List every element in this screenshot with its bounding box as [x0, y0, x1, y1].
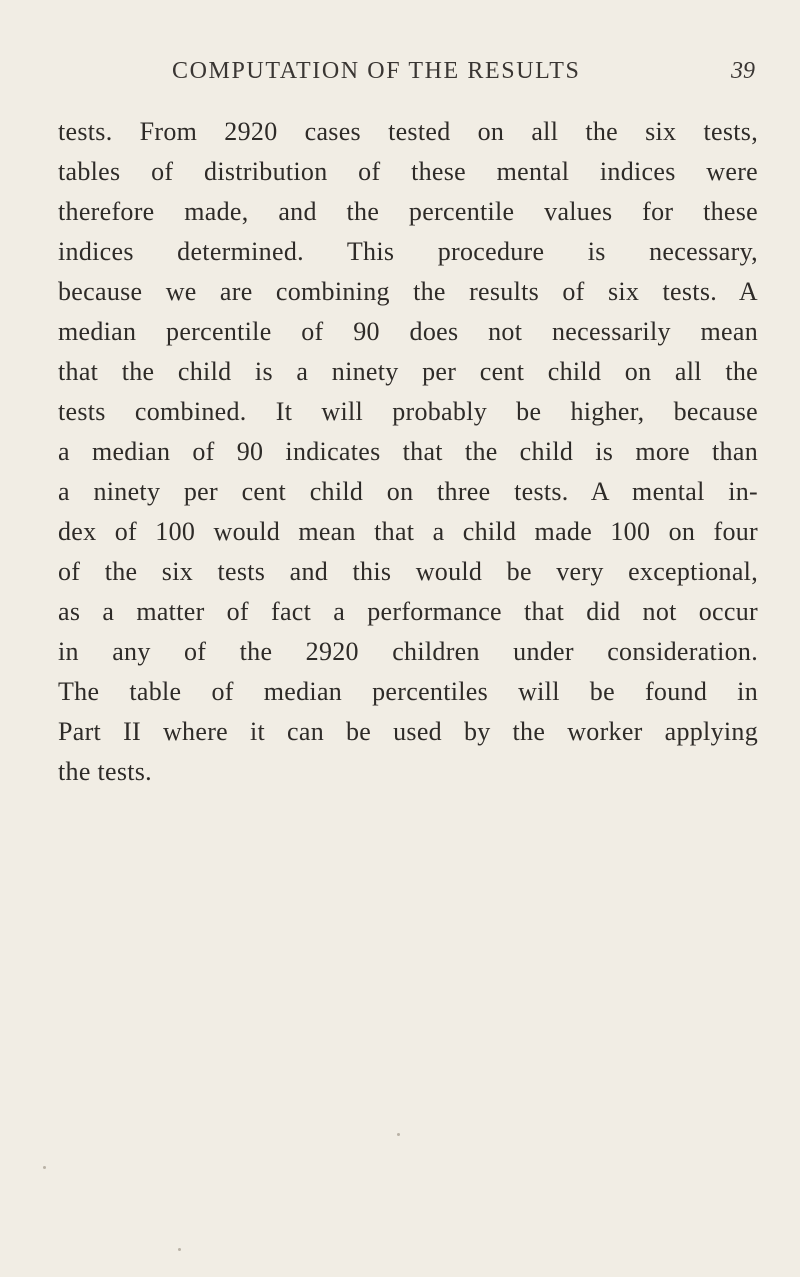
text-line: tests. From 2920 cases tested on all the six tests,	[58, 117, 758, 146]
paper-speck	[397, 1133, 400, 1136]
text-line: because we are combining the results of six tests. A	[58, 277, 758, 306]
text-line: the tests.	[58, 757, 152, 786]
text-line: as a matter of fact a performance that did not occur	[58, 597, 758, 626]
body-paragraph	[58, 112, 758, 792]
text-line: a ninety per cent child on three tests. A mental in-	[58, 477, 758, 506]
text-line: The table of median percentiles will be found in	[58, 677, 758, 706]
text-line: median percentile of 90 does not necessarily mean	[58, 317, 758, 346]
text-line: indices determined. This procedure is necessary,	[58, 237, 758, 266]
text-line: a median of 90 indicates that the child is more than	[58, 437, 758, 466]
text-line: tests combined. It will probably be higher, because	[58, 397, 758, 426]
text-line: tables of distribution of these mental indices were	[58, 157, 758, 186]
paper-speck	[178, 1248, 181, 1251]
text-line: dex of 100 would mean that a child made 100 on four	[58, 517, 758, 546]
text-line: that the child is a ninety per cent child on all the	[58, 357, 758, 386]
text-line: Part II where it can be used by the worker applying	[58, 717, 758, 746]
running-head: COMPUTATION OF THE RESULTS	[172, 58, 581, 84]
page-number: 39	[731, 58, 755, 84]
text-line: therefore made, and the percentile values for these	[58, 197, 758, 226]
text-line: of the six tests and this would be very exceptional,	[58, 557, 758, 586]
text-line: in any of the 2920 children under consideration.	[58, 637, 758, 666]
paper-speck	[43, 1166, 46, 1169]
